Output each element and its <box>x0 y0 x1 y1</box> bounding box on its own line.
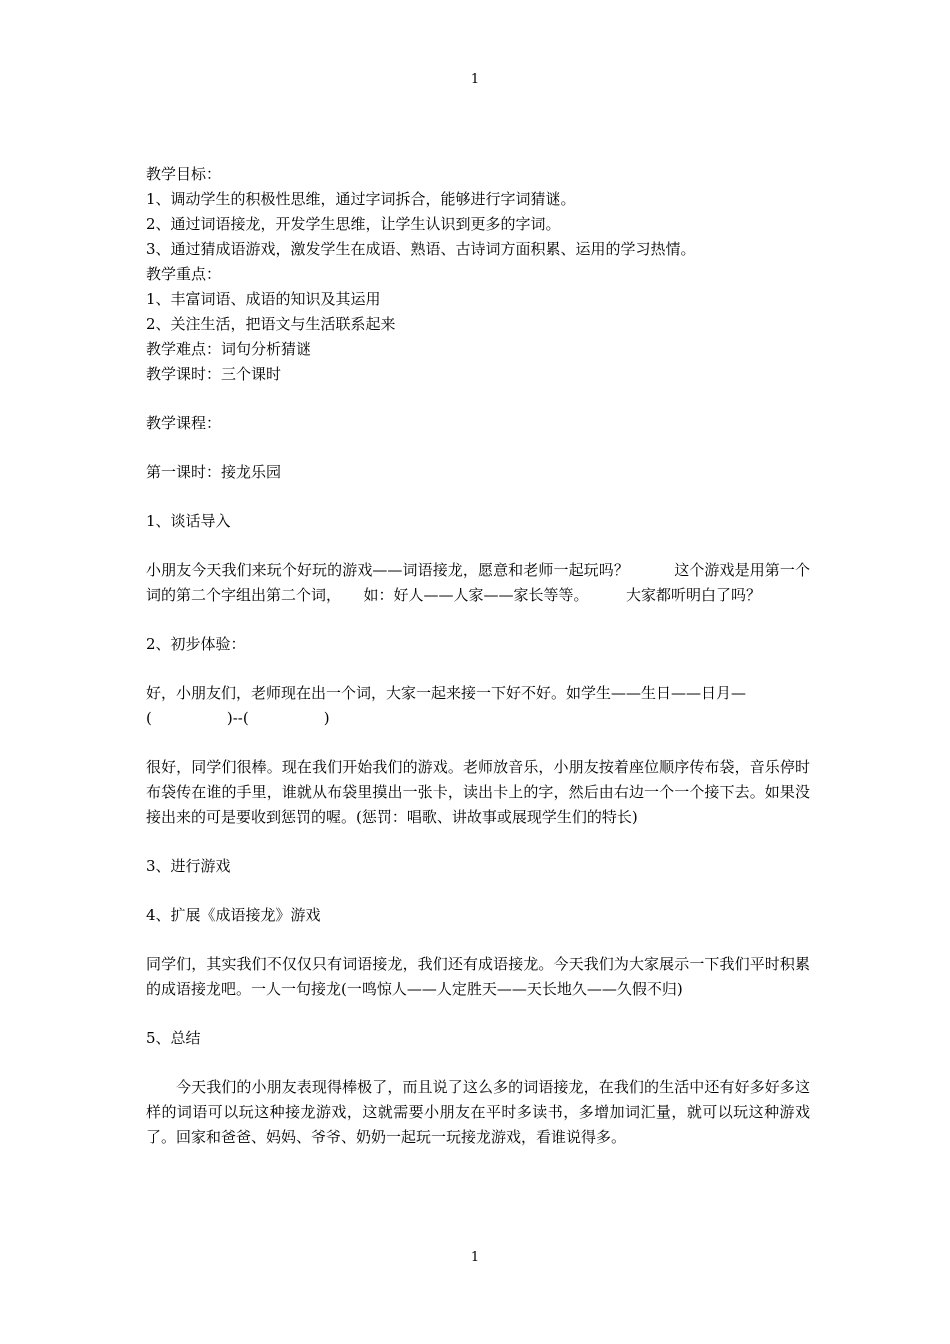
section5-text: 今天我们的小朋友表现得棒极了，而且说了这么多的词语接龙，在我们的生活中还有好多好多这样的词语可以玩这种接龙游戏，这就需要小朋友在平时多读书，多增加词汇量，就可以玩这种游戏了。回家和爸爸、妈妈、爷爷、奶奶一起玩一玩接龙游戏，看谁说得多。 <box>146 1078 810 1146</box>
document-body <box>146 162 810 1150</box>
section1-heading: 1、谈话导入 <box>146 512 231 530</box>
section1-text: 小朋友今天我们来玩个好玩的游戏——词语接龙，愿意和老师一起玩吗？ 这个游戏是用第一个词的第二个字组出第二个词， 如：好人——人家——家长等等。 大家都听明白了吗？ <box>146 561 810 604</box>
section2-rules-text: 很好，同学们很棒。现在我们开始我们的游戏。老师放音乐，小朋友按着座位顺序传布袋，音乐停时布袋传在谁的手里，谁就从布袋里摸出一张卡，读出卡上的字，然后由右边一个一个接下去。如果没接出来的可是要收到惩罚的喔。(惩罚：唱歌、讲故事或展现学生们的特长) <box>146 758 810 826</box>
focus-item: 1、丰富词语、成语的知识及其运用 <box>146 290 381 308</box>
goal-item: 1、调动学生的积极性思维，通过字词拆合，能够进行字词猜谜。 <box>146 190 576 208</box>
page-number-bottom: 1 <box>470 1250 480 1265</box>
goal-item: 2、通过词语接龙，开发学生思维，让学生认识到更多的字词。 <box>146 215 561 233</box>
course-heading: 教学课程： <box>146 414 222 432</box>
section4-heading: 4、扩展《成语接龙》游戏 <box>146 906 321 924</box>
goals-heading: 教学目标： <box>146 165 222 183</box>
hours-line: 教学课时：三个课时 <box>146 365 282 383</box>
focus-item: 2、关注生活，把语文与生活联系起来 <box>146 315 396 333</box>
difficulty-line: 教学难点：词句分析猜谜 <box>146 340 312 358</box>
section4-text: 同学们，其实我们不仅仅只有词语接龙，我们还有成语接龙。今天我们为大家展示一下我们平时积累的成语接龙吧。一人一句接龙(一鸣惊人——人定胜天——天长地久——久假不归) <box>146 955 810 998</box>
section3-heading: 3、进行游戏 <box>146 857 231 875</box>
goal-item: 3、通过猜成语游戏，激发学生在成语、熟语、古诗词方面积累、运用的学习热情。 <box>146 240 696 258</box>
section2-blanks: ( )--( ) <box>146 709 330 727</box>
section2-heading: 2、初步体验： <box>146 635 246 653</box>
page-number-top: 1 <box>470 72 480 87</box>
lesson1-heading: 第一课时：接龙乐园 <box>146 463 282 481</box>
section2-text: 好，小朋友们，老师现在出一个词，大家一起来接一下好不好。如学生——生日——日月— <box>146 684 747 702</box>
focus-heading: 教学重点： <box>146 265 222 283</box>
section5-heading: 5、总结 <box>146 1029 201 1047</box>
